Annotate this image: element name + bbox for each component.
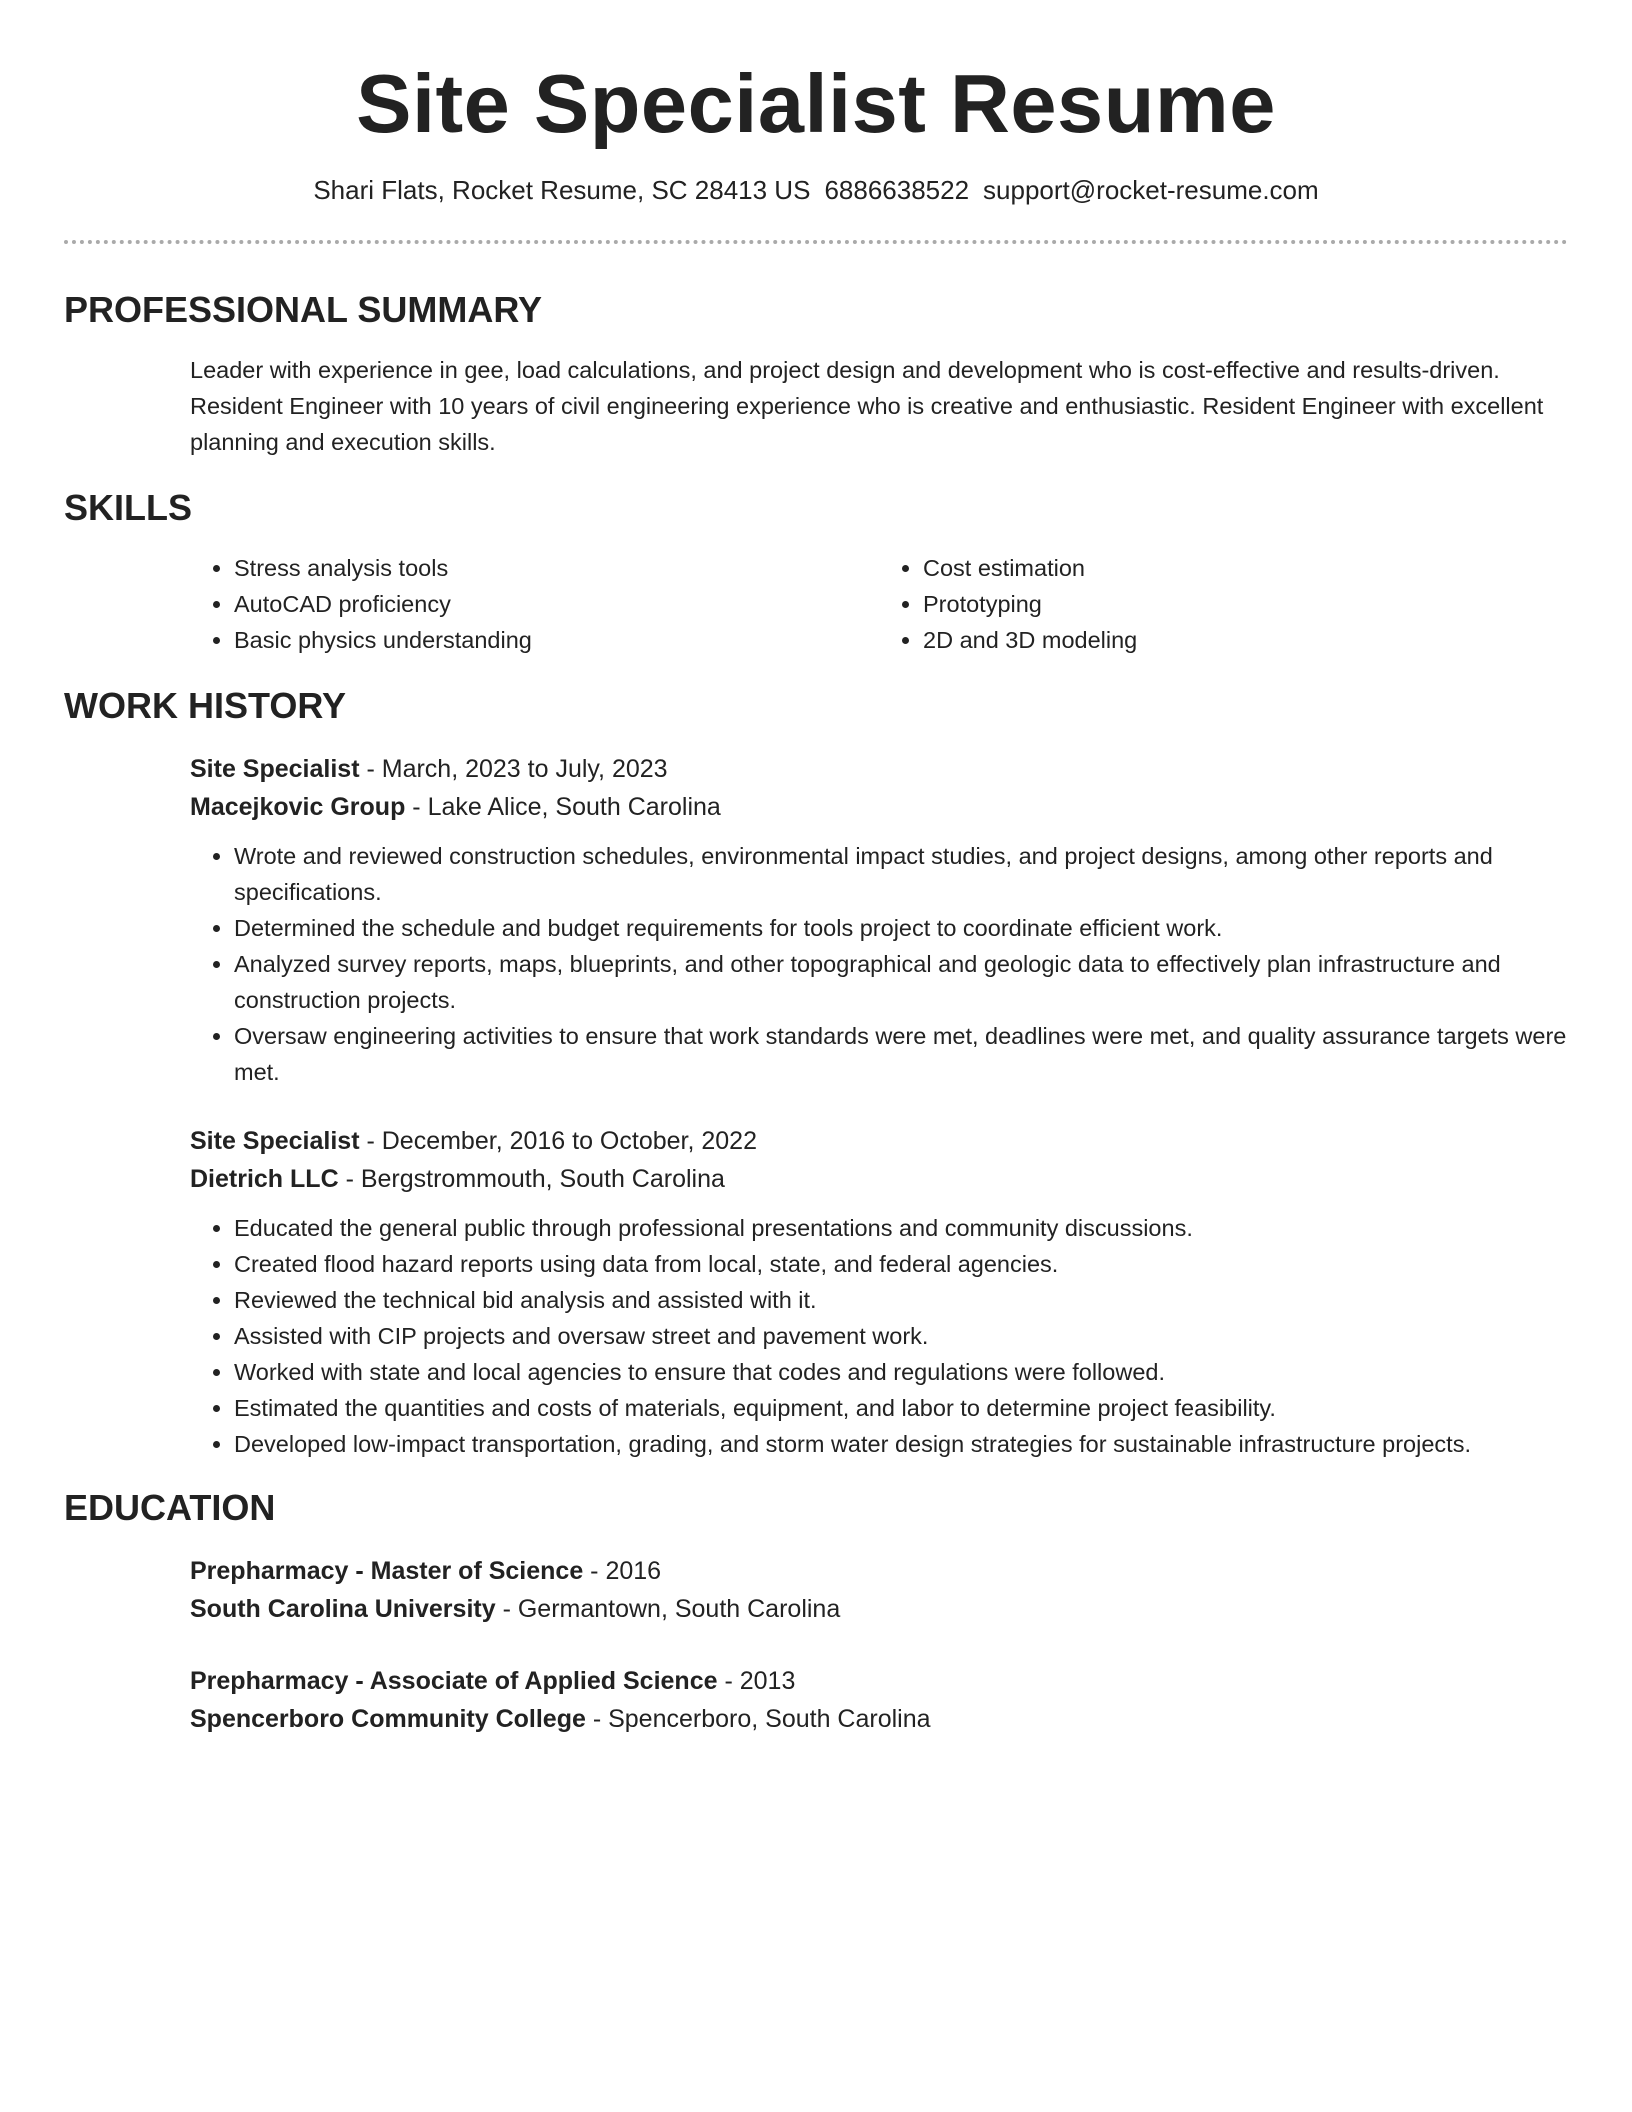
education-year: - 2016 [583,1557,662,1585]
education-school-line [190,1700,1568,1738]
job-location: - Bergstrommouth, South Carolina [338,1165,725,1193]
resume-title: Site Specialist Resume [356,57,1276,150]
summary-text: Leader with experience in gee, load calculations, and project design and development who is cost-effective and results-driven. Resident Engineer with 10 years of civil engineering experience who is creative and enthusiastic. Resident Engineer with excellent planning and execution skills. [190,357,1544,455]
education-heading: EDUCATION [64,1487,276,1528]
job-entry [190,750,1568,1090]
contact-phone: 6886638522 [824,175,970,205]
skill-item: • Stress analysis tools [234,550,879,586]
contact-email: support@rocket-resume.com [983,175,1319,205]
job-bullet: • Determined the schedule and budget requirements for tools project to coordinate efficient work. [234,910,1568,946]
resume-page [64,0,1568,1738]
job-title-line [190,1122,1568,1160]
education-degree-line [190,1662,1568,1700]
job-bullet: • Wrote and reviewed construction schedules, environmental impact studies, and project designs, among other reports and specifications. [234,838,1568,910]
work-history-heading: WORK HISTORY [64,685,347,726]
job-dates: - March, 2023 to July, 2023 [359,755,668,783]
contact-info [64,174,1568,206]
job-location: - Lake Alice, South Carolina [405,793,721,821]
job-dates: - December, 2016 to October, 2022 [359,1127,757,1155]
job-title: Site Specialist [190,755,360,783]
skills-column-left [190,550,879,658]
job-bullet: • Analyzed survey reports, maps, blueprints, and other topographical and geologic data to effectively plan infrastructure and construction projects. [234,946,1568,1018]
skills-heading: SKILLS [64,487,193,528]
job-company: Dietrich LLC [190,1165,339,1193]
job-title-line [190,750,1568,788]
job-bullet: • Educated the general public through professional presentations and community discussions. [234,1210,1568,1246]
education-degree-line [190,1552,1568,1590]
education-year: - 2013 [717,1667,796,1695]
education-location: - Spencerboro, South Carolina [585,1705,931,1733]
skills-list [190,550,1568,658]
job-company-line [190,1160,1568,1198]
skill-item: • Cost estimation [923,550,1568,586]
education-school-line [190,1590,1568,1628]
skills-column-right [879,550,1568,658]
education-school: South Carolina University [190,1595,496,1623]
job-title: Site Specialist [190,1127,360,1155]
education-degree: Prepharmacy - Associate of Applied Science [190,1667,718,1695]
education-location: - Germantown, South Carolina [495,1595,841,1623]
job-bullet: • Oversaw engineering activities to ensure that work standards were met, deadlines were met, and quality assurance targets were met. [234,1018,1568,1090]
job-bullet: • Developed low-impact transportation, grading, and storm water design strategies for sustainable infrastructure projects. [234,1426,1568,1462]
education-school: Spencerboro Community College [190,1705,586,1733]
job-bullet: • Assisted with CIP projects and oversaw street and pavement work. [234,1318,1568,1354]
contact-address: Shari Flats, Rocket Resume, SC 28413 US [313,175,811,205]
job-entry [190,1122,1568,1462]
education-degree: Prepharmacy - Master of Science [190,1557,584,1585]
education-entry [190,1552,1568,1628]
skill-item: • AutoCAD proficiency [234,586,879,622]
job-bullets [190,838,1568,1090]
skill-item: • Prototyping [923,586,1568,622]
job-company: Macejkovic Group [190,793,406,821]
job-company-line [190,788,1568,826]
job-bullet: • Reviewed the technical bid analysis and assisted with it. [234,1282,1568,1318]
skill-item: • Basic physics understanding [234,622,879,658]
header-divider [64,240,1568,244]
job-bullets [190,1210,1568,1462]
education-entry [190,1662,1568,1738]
skill-item: • 2D and 3D modeling [923,622,1568,658]
summary-heading: PROFESSIONAL SUMMARY [64,289,543,330]
job-bullet: • Estimated the quantities and costs of materials, equipment, and labor to determine project feasibility. [234,1390,1568,1426]
job-bullet: • Created flood hazard reports using data from local, state, and federal agencies. [234,1246,1568,1282]
job-bullet: • Worked with state and local agencies to ensure that codes and regulations were followed. [234,1354,1568,1390]
